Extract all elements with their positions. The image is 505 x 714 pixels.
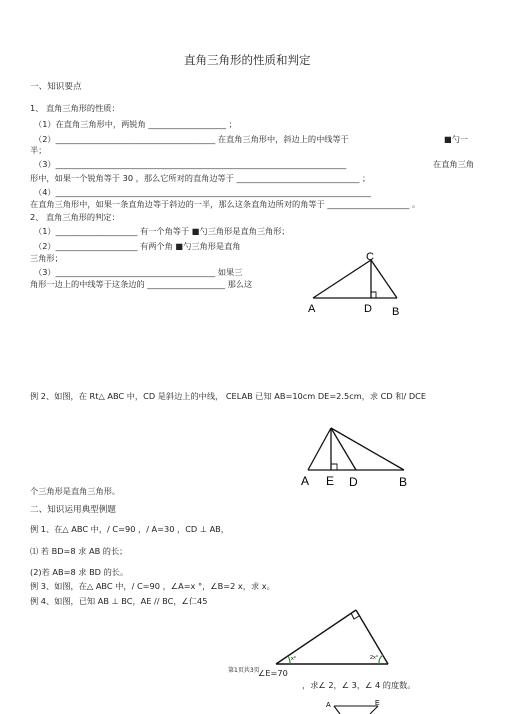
property-2: （2）_______________________________________ 在直角三角形中，斜边上的中线等于: [34, 134, 349, 144]
property-3-end: 在直角三角: [433, 159, 474, 169]
example-4: 例 4、如图，已知 AB ⊥ BC，AE // BC，∠仁45: [30, 596, 208, 606]
criteria-2-cont: 三角形；: [30, 253, 63, 263]
fig2-label-d: D: [349, 475, 358, 489]
property-2-cont: 半；: [30, 145, 47, 155]
property-3: （3）_______________________________________________________________________: [34, 159, 347, 169]
fig1-label-d: D: [364, 303, 372, 315]
example-1: 例 1、在△ ABC 中，/ C=90 ，/ A=30 ，CD ⊥ AB，: [30, 524, 229, 534]
example-1-q2: (2)若 AB=8 求 BD 的长。: [30, 567, 129, 577]
example-4-question: ，求∠ 2，∠ 3，∠ 4 的度数。: [302, 680, 416, 690]
criteria-3: （3）_______________________________________ 如果三: [34, 267, 243, 277]
example-3: 例 3、如图，在△ ABC 中，/ C=90 ，∠A=x °，∠B=2 x，求 x。: [30, 581, 275, 591]
fig2-label-a: A: [301, 474, 310, 488]
property-4: （4）_____________________________________________________________________________: [34, 187, 371, 197]
angle-e-given: ∠E=70: [258, 668, 288, 678]
section-heading-2: 二、知识运用典型例题: [30, 505, 116, 515]
property-heading: 1、 直角三角形的性质：: [30, 103, 120, 113]
fig2-label-b: B: [399, 475, 408, 489]
page-title: 直角三角形的性质和判定: [184, 53, 311, 67]
criteria-tail: 个三角形是直角三角形。: [30, 486, 121, 496]
criteria-heading: 2、 直角三角形的判定：: [30, 212, 120, 222]
page-footer: 第1页共3页: [228, 667, 260, 674]
example-1-q1: ⑴ 若 BD=8 求 AB 的长；: [30, 546, 128, 556]
criteria-2: （2）____________________ 有两个角 ■勺三角形是直角: [34, 241, 241, 251]
fig1-label-a: A: [308, 303, 316, 315]
fig4-label-a: A: [326, 702, 331, 709]
fig3-label-x: x°: [291, 656, 296, 662]
criteria-3-cont: 角形一边上的中线等于这条边的 ___________________ 那么这: [30, 279, 253, 289]
example-2: 例 2、如图，在 Rt△ ABC 中，CD 是斜边上的中线， CELAB 已知 AB=10cm DE=2.5cm，求 CD 和/ DCE: [30, 391, 427, 401]
fig3-label-2x: 2x°: [370, 655, 379, 661]
section-heading-1: 一、知识要点: [30, 82, 82, 92]
property-1: （1）在直角三角形中，两锐角 ___________________ ；: [34, 119, 237, 129]
property-3-cont: 形中，如果一个锐角等于 30 ，那么它所对的直角边等于 ______________________________ ；: [30, 173, 371, 183]
fig4-label-e: E: [375, 700, 380, 707]
fig1-label-c: C: [366, 251, 374, 263]
property-4-cont: 在直角三角形中，如果一条直角边等于斜边的一半，那么这条直角边所对的角等于 ____________________ 。: [30, 199, 421, 209]
fig1-label-b: B: [392, 306, 400, 318]
fig2-label-e: E: [326, 474, 335, 488]
criteria-1: （1）____________________ 有一个角等于 ■勺三角形是直角三角形；: [34, 226, 290, 236]
property-2-end: ■勺一: [444, 134, 469, 144]
